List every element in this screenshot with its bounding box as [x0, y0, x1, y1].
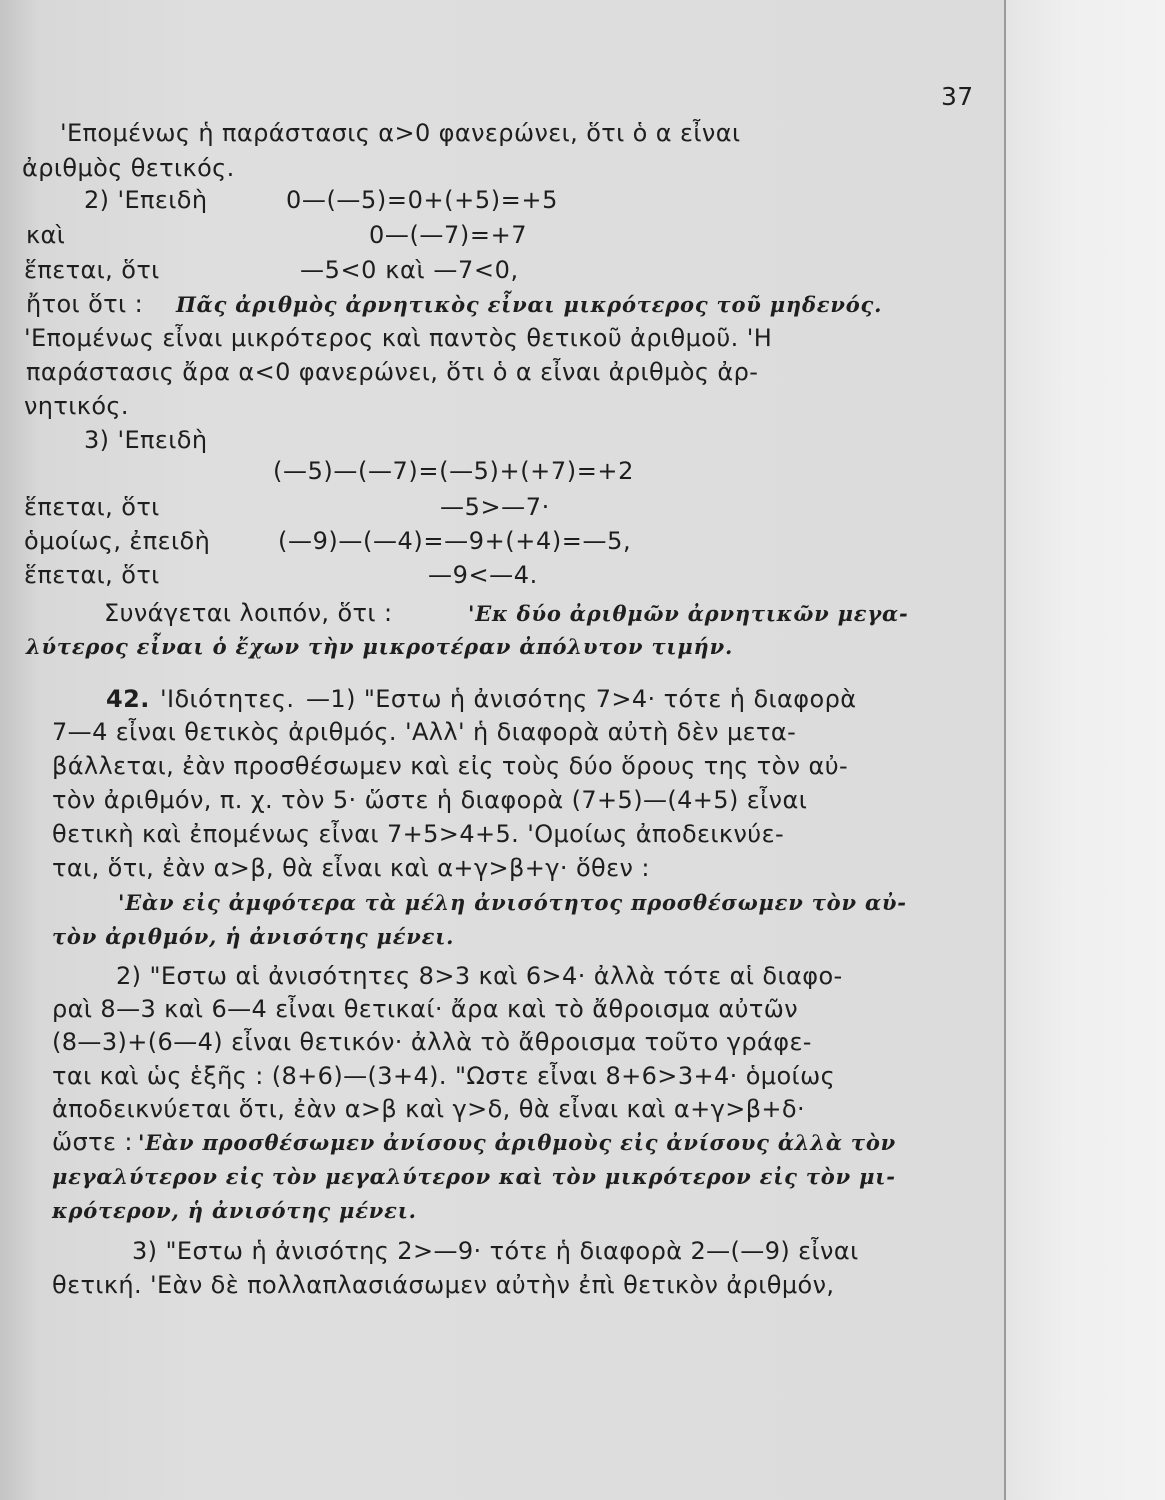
text-line: 'Επομένως εἶναι μικρότερος καὶ παντὸς θετικοῦ ἀριθμοῦ. 'Η	[24, 324, 773, 352]
section-number: 42.	[106, 685, 150, 713]
page-edge-line	[1004, 0, 1006, 1500]
text-line: θετικὴ καὶ ἐπομένως εἶναι 7+5>4+5. 'Ομοίως ἀποδεικνύε-	[52, 820, 785, 848]
text-line: ἕπεται, ὅτι	[24, 256, 160, 284]
page-number: 37	[941, 82, 974, 111]
section-title: 'Ιδιότητες.	[160, 685, 295, 713]
theorem-statement: 'Εκ δύο ἀριθμῶν ἀρνητικῶν μεγα-	[468, 601, 909, 626]
text-line: 'Επομένως ἡ παράστασις α>0 φανερώνει, ὅτι ὁ α εἶναι	[60, 119, 741, 147]
text-line: νητικός.	[24, 392, 129, 420]
theorem-statement: 'Εὰν εἰς ἀμφότερα τὰ μέλη ἀνισότητος προσθέσωμεν τὸν αὐ-	[118, 890, 907, 915]
text-line: 3) "Εστω ἡ ἀνισότης 2>—9· τότε ἡ διαφορὰ 2—(—9) εἶναι	[132, 1237, 859, 1265]
text-line: καὶ	[26, 221, 66, 249]
text-line: ἀποδεικνύεται ὅτι, ἐὰν α>β καὶ γ>δ, θὰ εἶναι καὶ α+γ>β+δ·	[52, 1095, 806, 1123]
text-line: παράστασις ἄρα α<0 φανερώνει, ὅτι ὁ α εἶναι ἀριθμὸς ἀρ-	[26, 358, 759, 386]
text-line: βάλλεται, ἐὰν προσθέσωμεν καὶ εἰς τοὺς δύο ὅρους της τὸν αὐ-	[52, 752, 849, 780]
math-expression: —5<0 καὶ —7<0,	[300, 256, 519, 284]
text-line: Συνάγεται λοιπόν, ὅτι :	[104, 599, 393, 627]
page-margin-edge	[1004, 0, 1165, 1500]
math-expression: (—9)—(—4)=—9+(+4)=—5,	[278, 527, 632, 555]
theorem-statement: κρότερον, ἡ ἀνισότης μένει.	[52, 1198, 417, 1223]
math-expression: —5>—7·	[440, 493, 550, 521]
theorem-statement: μεγαλύτερον εἰς τὸν μεγαλύτερον καὶ τὸν μικρότερον εἰς τὸν μι-	[52, 1164, 896, 1189]
text-line: (8—3)+(6—4) εἶναι θετικόν· ἀλλὰ τὸ ἄθροισμα τοῦτο γράφε-	[52, 1028, 812, 1056]
theorem-statement: Πᾶς ἀριθμὸς ἀρνητικὸς εἶναι μικρότερος τοῦ μηδενός.	[176, 292, 883, 317]
math-expression: (—5)—(—7)=(—5)+(+7)=+2	[273, 457, 635, 485]
text-line: θετική. 'Εὰν δὲ πολλαπλασιάσωμεν αὐτὴν ἐπὶ θετικὸν ἀριθμόν,	[52, 1271, 835, 1299]
theorem-statement: τὸν ἀριθμόν, ἡ ἀνισότης μένει.	[52, 924, 455, 949]
text-line: 2) 'Επειδὴ	[84, 186, 208, 214]
text-line: ἕπεται, ὅτι	[24, 561, 160, 589]
text-line: —1) "Εστω ἡ ἀνισότης 7>4· τότε ἡ διαφορὰ	[306, 685, 857, 713]
text-line: 3) 'Επειδὴ	[84, 426, 208, 454]
math-expression: —9<—4.	[428, 561, 538, 589]
text-line: ται, ὅτι, ἐὰν α>β, θὰ εἶναι καὶ α+γ>β+γ· ὅθεν :	[52, 854, 650, 882]
text-line: ἤτοι ὅτι :	[26, 290, 144, 318]
text-line: 2) "Εστω αἱ ἀνισότητες 8>3 καὶ 6>4· ἀλλὰ τότε αἱ διαφο-	[116, 962, 843, 990]
text-line: ται καὶ ὡς ἑξῆς : (8+6)—(3+4). "Ωστε εἶναι 8+6>3+4· ὁμοίως	[52, 1062, 836, 1090]
text-line: ἀριθμὸς θετικός.	[22, 154, 235, 182]
text-line: ἕπεται, ὅτι	[24, 493, 160, 521]
math-expression: 0—(—5)=0+(+5)=+5	[286, 186, 558, 214]
text-line: ραὶ 8—3 καὶ 6—4 εἶναι θετικαί· ἄρα καὶ τὸ ἄθροισμα αὐτῶν	[52, 995, 799, 1023]
theorem-statement: λύτερος εἶναι ὁ ἔχων τὴν μικροτέραν ἀπόλυτον τιμήν.	[26, 634, 734, 659]
text-line: ὥστε :	[52, 1128, 133, 1156]
text-line: τὸν ἀριθμόν, π. χ. τὸν 5· ὥστε ἡ διαφορὰ (7+5)—(4+5) εἶναι	[52, 786, 808, 814]
theorem-statement: 'Εὰν προσθέσωμεν ἀνίσους ἀριθμοὺς εἰς ἀνίσους ἀλλὰ τὸν	[138, 1130, 897, 1155]
math-expression: 0—(—7)=+7	[369, 221, 528, 249]
text-line: 7—4 εἶναι θετικὸς ἀριθμός. 'Αλλ' ἡ διαφορὰ αὐτὴ δὲν μετα-	[52, 718, 797, 746]
text-line: ὁμοίως, ἐπειδὴ	[24, 527, 211, 555]
